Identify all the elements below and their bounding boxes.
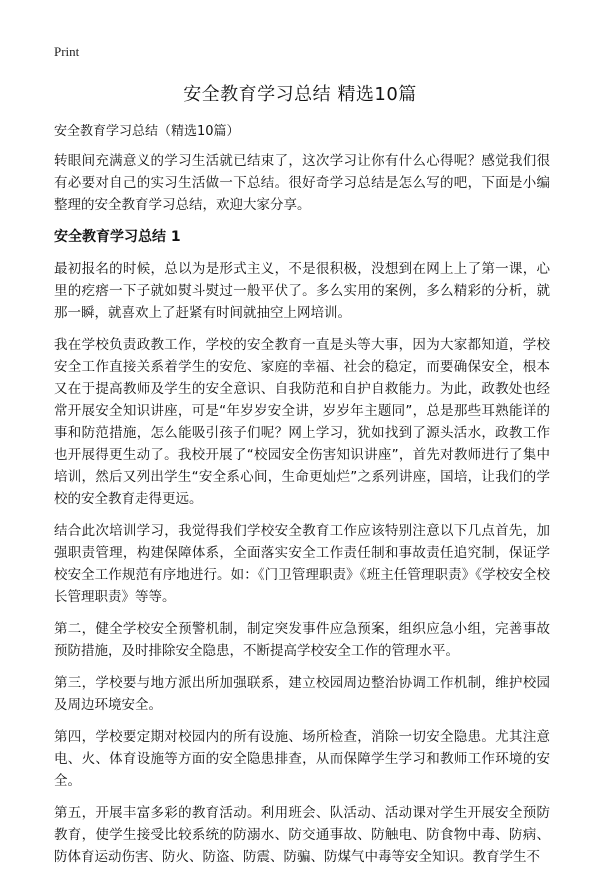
section-heading: 安全教育学习总结 1: [54, 229, 181, 245]
body-paragraph: 第四，学校要定期对校园内的所有设施、场所检查，消除一切安全隐患。尤其注意电、火、体育设施等方面的安全隐患排查，从而保障学生学习和教师工作环境的安全。: [54, 729, 550, 789]
body-paragraph: 第三，学校要与地方派出所加强联系，建立校园周边整治协调工作机制，维护校园及周边环境安全。: [54, 675, 550, 713]
body-paragraph: 我在学校负责政教工作，学校的安全教育一直是头等大事，因为大家都知道，学校安全工作直接关系着学生的安危、家庭的幸福、社会的稳定，而要确保安全，根本又在于提高教师及学生的安全意识、自我防范和自护自救能力。为此，政教处也经常开展安全知识讲座，可是“年岁岁安全讲，岁岁年主题同”，总是那些耳熟能详的事和防范措施，怎么能吸引孩子们呢？网上学习，犹如找到了源头活水，政教工作也开展得更生动了。我校开展了“校园安全伤害知识讲座”，首先对教师进行了集中培训，然后又列出学生“安全系心间，生命更灿烂”之系列讲座，国培，让我们的学校的安全教育走得更远。: [54, 337, 550, 507]
body-paragraph: 结合此次培训学习，我觉得我们学校安全教育工作应该特别注意以下几点首先，加强职责管理，构建保障体系，全面落实安全工作责任制和事故责任追究制，保证学校安全工作规范有序地进行。如：《门卫管理职责》《班主任管理职责》《学校安全校长管理职责》等等。: [54, 523, 550, 605]
body-paragraph: 第二，健全学校安全预警机制，制定突发事件应急预案，组织应急小组，完善事故预防措施，及时排除安全隐患，不断提高学校安全工作的管理水平。: [54, 621, 550, 659]
body-paragraph: 第五，开展丰富多彩的教育活动。利用班会、队活动、活动课对学生开展安全预防教育，使学生接受比较系统的防溺水、防交通事故、防触电、防食物中毒、防病、防体育运动伤害、防火、防盗、防震、防骗、防煤气中毒等安全知识。教育学生不: [54, 805, 550, 865]
document-body: [54, 150, 550, 878]
intro-paragraph: 转眼间充满意义的学习生活就已结束了，这次学习让你有什么心得呢？感觉我们很有必要对自己的实习生活做一下总结。很好奇学习总结是怎么写的吧，下面是小编整理的安全教育学习总结，欢迎大家分享。: [54, 153, 550, 213]
page-title: 安全教育学习总结 精选10篇: [183, 84, 417, 105]
body-paragraph: 最初报名的时候，总以为是形式主义，不是很积极，没想到在网上上了第一课，心里的疙瘩一下子就如熨斗熨过一般平伏了。多么实用的案例，多么精彩的分析，就那一瞬，就喜欢上了赶紧有时间就抽空上网培训。: [54, 261, 550, 321]
print-link[interactable]: Print: [54, 44, 80, 59]
document-subtitle: 安全教育学习总结（精选10篇）: [54, 124, 240, 139]
